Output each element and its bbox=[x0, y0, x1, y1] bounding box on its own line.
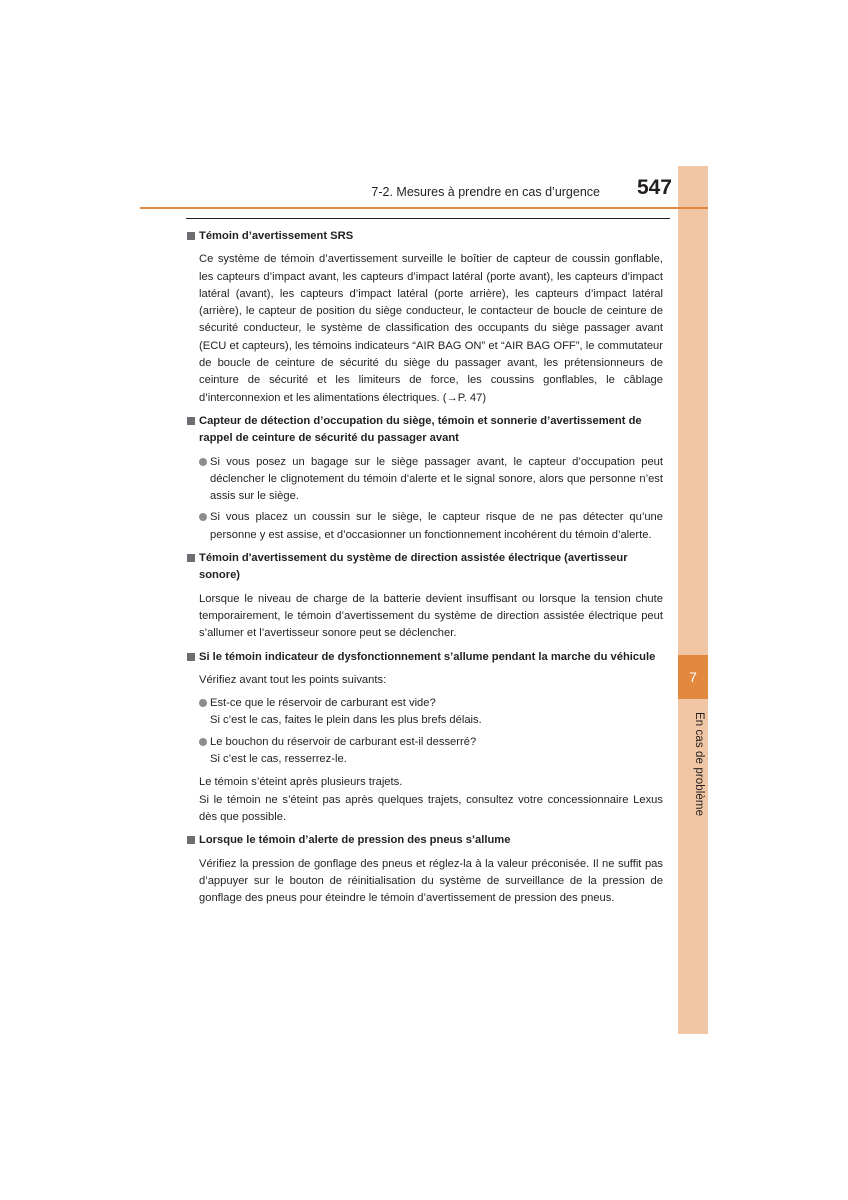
page-number: 547 bbox=[636, 176, 672, 199]
square-bullet-icon bbox=[187, 653, 195, 661]
section-malfunction-indicator bbox=[187, 649, 663, 827]
circle-bullet-icon bbox=[199, 513, 207, 521]
list-item-text: Si vous placez un coussin sur le siège, le capteur risque de ne pas détecter qu’une personne y est assise, et d’occasionner un fonctionnement incohérent du témoin d’alerte. bbox=[210, 511, 663, 541]
chapter-side-tab bbox=[678, 166, 708, 1034]
section-power-steering bbox=[187, 550, 663, 642]
section-heading bbox=[187, 832, 663, 849]
chapter-number: 7 bbox=[689, 669, 697, 685]
check-question: Est-ce que le réservoir de carburant est vide? bbox=[210, 697, 436, 710]
section-srs-warning bbox=[187, 228, 663, 407]
list-item bbox=[199, 734, 663, 769]
section-heading bbox=[187, 649, 663, 666]
check-question: Le bouchon du réservoir de carburant est-il desserré? bbox=[210, 735, 477, 748]
chapter-number-badge bbox=[678, 655, 708, 699]
section-heading-text: Capteur de détection d’occupation du siège, témoin et sonnerie d’avertissement de rappel de ceinture de sécurité du passager avant bbox=[199, 414, 642, 445]
section-paragraph: Vérifiez la pression de gonflage des pneus et réglez-la à la valeur préconisée. Il ne suffit pas d’appuyer sur le bouton de réinitialisation du système de surveillance de la pression de gonflage des pneus pour éteindre le témoin d’avertissement de pression des pneus. bbox=[199, 857, 663, 905]
list-item-text: Si vous posez un bagage sur le siège passager avant, le capteur d’occupation peut déclencher le clignotement du témoin d’alerte et le signal sonore, alors que personne n’est assis sur le siège. bbox=[210, 455, 663, 503]
square-bullet-icon bbox=[187, 836, 195, 844]
section-heading-text: Témoin d’avertissement SRS bbox=[199, 230, 354, 242]
closing-note: Si le témoin ne s’éteint pas après quelques trajets, consultez votre concessionnaire Lexus dès que possible. bbox=[199, 793, 663, 823]
section-paragraph: Lorsque le niveau de charge de la batterie devient insuffisant ou lorsque la tension chute temporairement, le témoin d’avertissement du système de direction assistée électrique peut s’allumer et l’avertisseur sonore peut se déclencher. bbox=[199, 592, 663, 640]
closing-note: Le témoin s’éteint après plusieurs trajets. bbox=[199, 776, 403, 789]
square-bullet-icon bbox=[187, 554, 195, 562]
check-action: Si c’est le cas, faites le plein dans les plus brefs délais. bbox=[210, 714, 482, 727]
content-divider bbox=[186, 218, 670, 219]
section-intro: Vérifiez avant tout les points suivants: bbox=[199, 673, 387, 686]
section-heading bbox=[187, 228, 663, 245]
header-divider bbox=[140, 207, 708, 209]
section-heading-text: Si le témoin indicateur de dysfonctionnement s’allume pendant la marche du véhicule bbox=[199, 650, 656, 663]
header-section-title: 7-2. Mesures à prendre en cas d’urgence bbox=[371, 185, 600, 199]
circle-bullet-icon bbox=[199, 458, 207, 466]
check-action: Si c’est le cas, resserrez-le. bbox=[210, 753, 347, 766]
circle-bullet-icon bbox=[199, 699, 207, 707]
section-tire-pressure bbox=[187, 832, 663, 907]
section-heading-text: Témoin d'avertissement du système de direction assistée électrique (avertisseur sonore) bbox=[199, 552, 628, 582]
section-seat-occupancy bbox=[187, 413, 663, 544]
section-heading bbox=[187, 550, 663, 585]
page-content bbox=[187, 228, 663, 913]
list-item bbox=[199, 454, 663, 506]
section-heading-text: Lorsque le témoin d’alerte de pression des pneus s’allume bbox=[199, 834, 511, 847]
section-paragraph: Ce système de témoin d’avertissement surveille le boîtier de capteur de coussin gonflable, les capteurs d’impact avant, les capteurs d’impact latéral (porte avant), les capteurs d’impact latéral (avant), les capteurs d’impact latéral (porte arrière), les capteurs d’impact latéral (arrière), le capteur de position du siège conducteur, le contacteur de boucle de ceinture de sécurité conducteur, le système de classification des occupants du siège passager avant (ECU et capteurs), les témoins indicateurs “AIR BAG ON” et “AIR BAG OFF”, le commutateur de boucle de ceinture de sécurité du siège du passager avant, les prétensionneurs de ceinture de sécurité et les limiteurs de force, les coussins gonflables, le câblage d’interconnexion et les alimentations électriques. (→P. 47) bbox=[199, 253, 663, 404]
square-bullet-icon bbox=[187, 232, 195, 240]
circle-bullet-icon bbox=[199, 738, 207, 746]
section-heading bbox=[187, 413, 663, 448]
square-bullet-icon bbox=[187, 417, 195, 425]
list-item bbox=[199, 509, 663, 544]
list-item bbox=[199, 695, 663, 730]
chapter-label: En cas de problème bbox=[693, 712, 705, 817]
